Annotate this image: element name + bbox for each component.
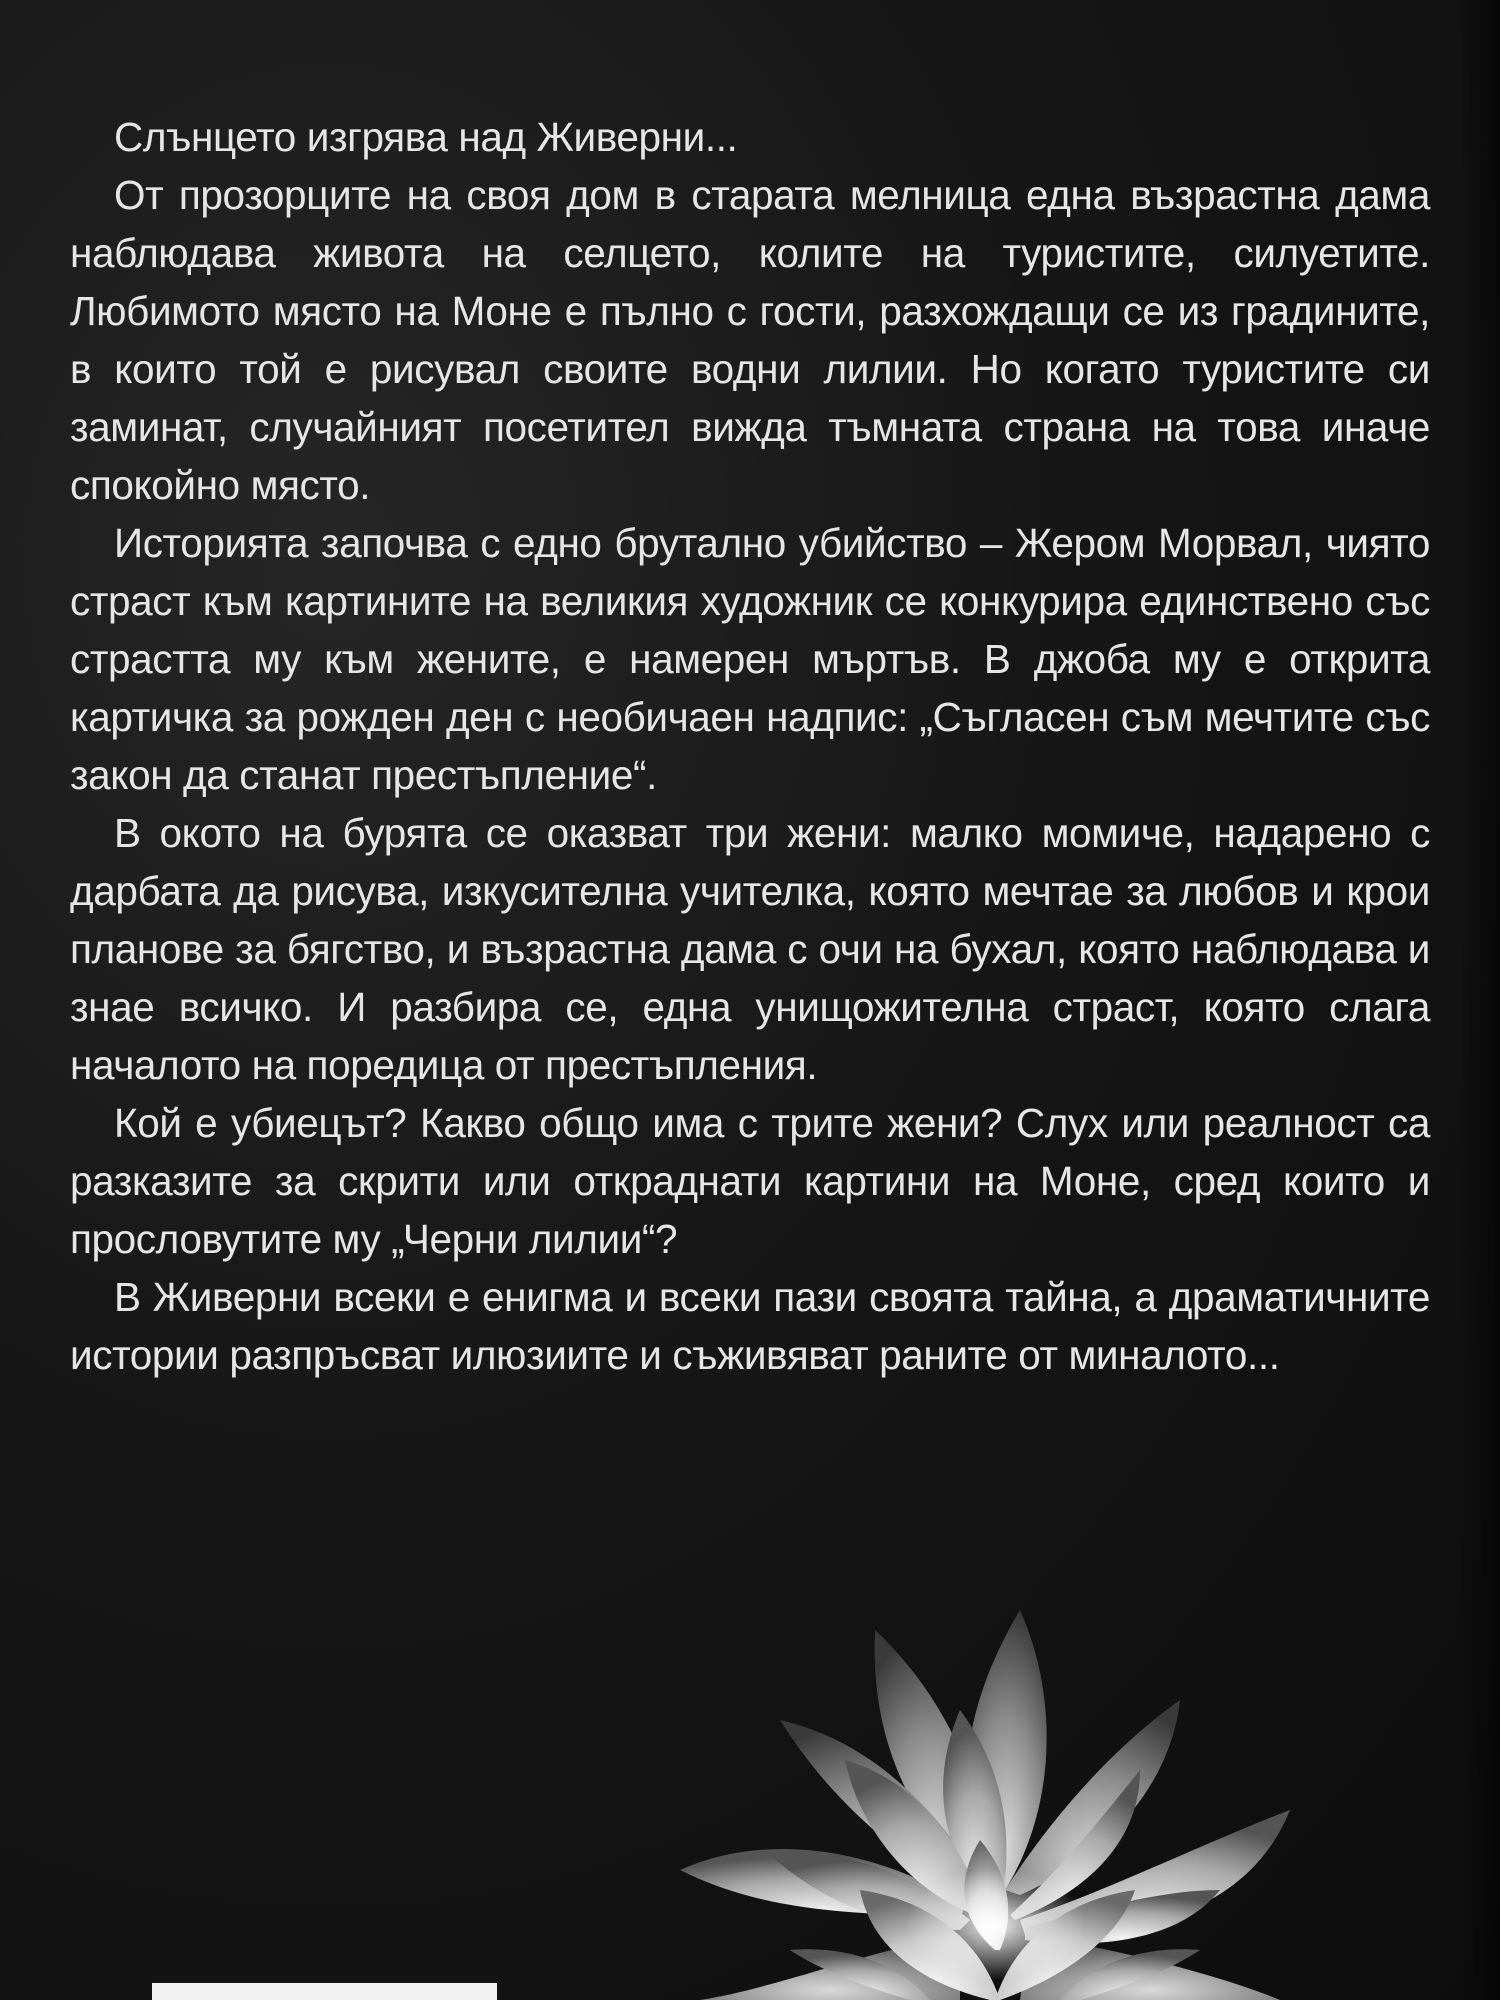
- lily-center-glow: [905, 1870, 1085, 1980]
- water-lily-icon: [660, 1590, 1300, 2000]
- blurb-paragraph-4: В окото на бурята се оказват три жени: малко момиче, надарено с дарбата да рисува, изкусителна учителка, която мечтае за любов и крои планове за бягство, и възрастна дама с очи на бухал, която наблюдава и знае всичко. И разбира се, една унищожителна страст, която слага началото на поредица от престъпления.: [70, 810, 1430, 1088]
- blurb-paragraph-6: В Живерни всеки е енигма и всеки пази своята тайна, а драматичните истории разпръсват илюзиите и съживяват раните от миналото...: [70, 1274, 1430, 1378]
- label-strip: [152, 1983, 497, 2000]
- blurb-paragraph-2: От прозорците на своя дом в старата мелница една възрастна дама наблюдава живота на селцето, колите на туристите, силуетите. Любимото място на Моне е пълно с гости, разхождащи се из градините, в които той е рисувал своите водни лилии. Но когато туристите си заминат, случайният посетител вижда тъмната страна на това иначе спокойно място.: [70, 172, 1430, 508]
- blurb-text: [70, 108, 1430, 1384]
- blurb-paragraph-3: Историята започва с едно брутално убийство – Жером Морвал, чиято страст към картините на великия художник се конкурира единствено със страстта му към жените, е намерен мъртъв. В джоба му е открита картичка за рожден ден с необичаен надпис: „Съгласен съм мечтите със закон да станат престъпление“.: [70, 520, 1430, 798]
- blurb-paragraph-1: Слънцето изгрява над Живерни...: [114, 114, 738, 160]
- blurb-paragraph-5: Кой е убиецът? Какво общо има с трите жени? Слух или реалност са разказите за скрити или откраднати картини на Моне, сред които и прословутите му „Черни лилии“?: [70, 1100, 1430, 1262]
